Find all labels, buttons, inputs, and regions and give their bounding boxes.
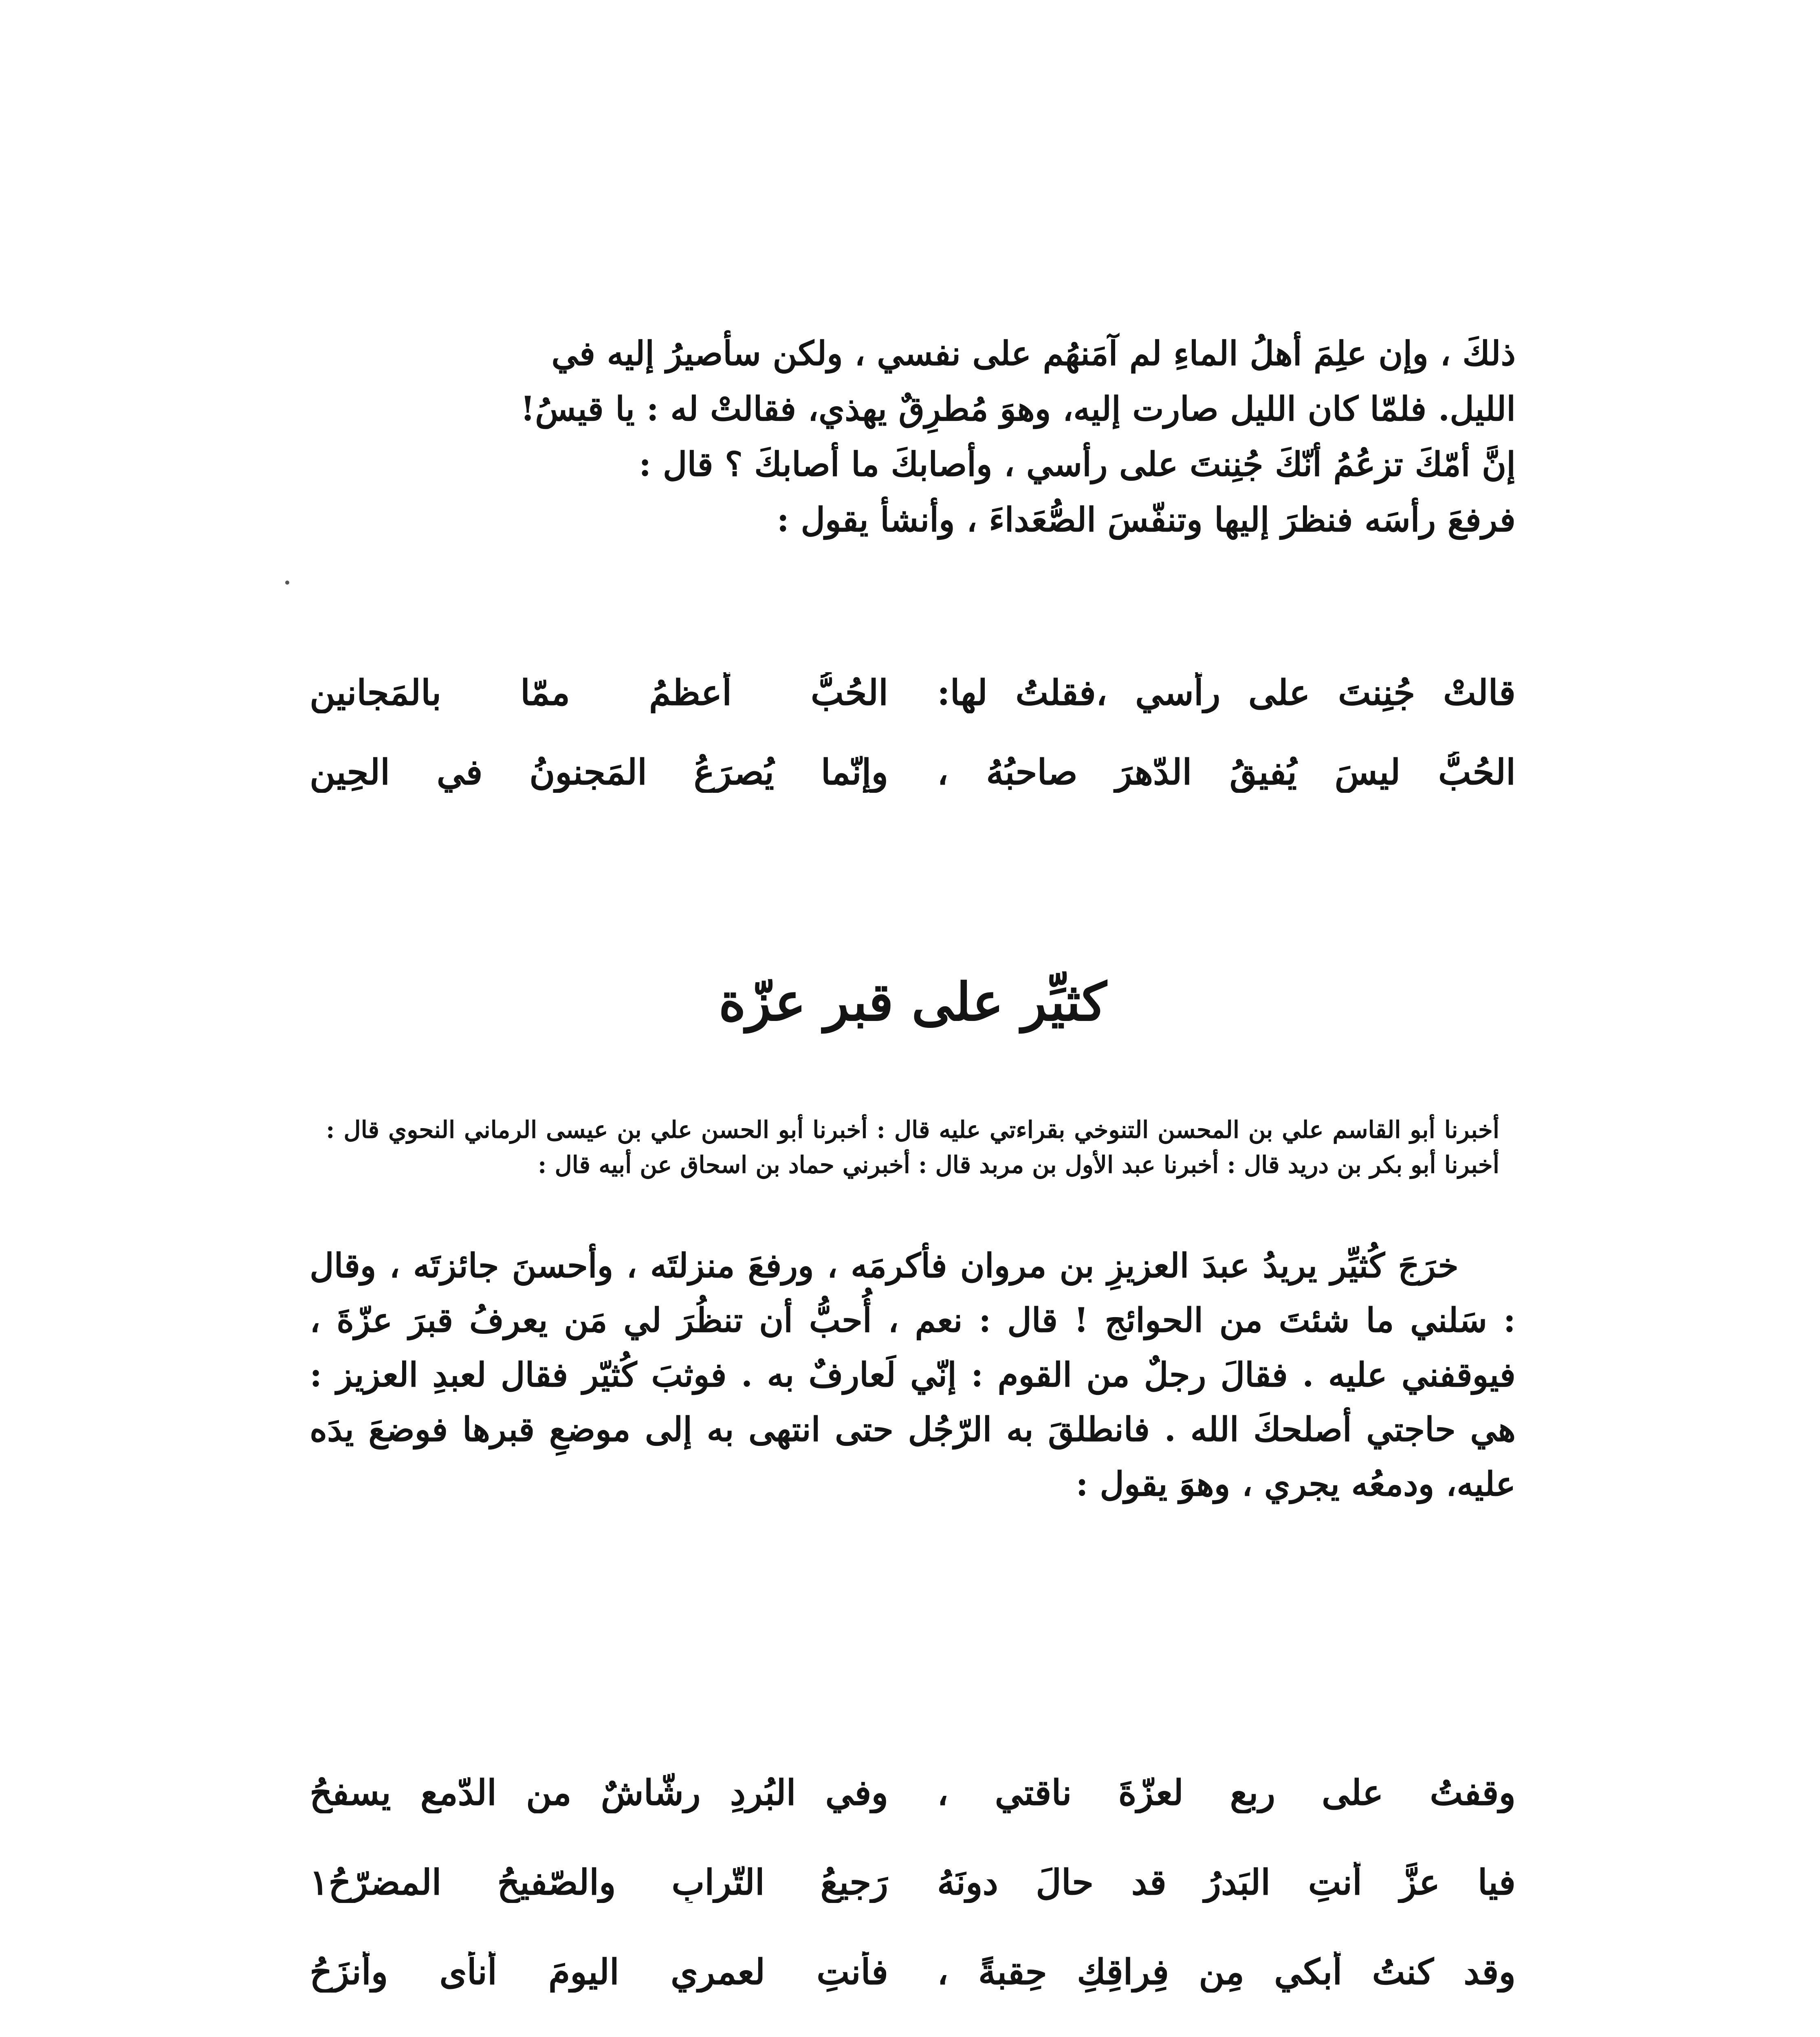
section-title: كثيِّر على قبر عزّة xyxy=(718,972,1107,1033)
verse-first-hemistich: وقد كنتُ أبكي مِن فِراقِكِ حِقبةً ، xyxy=(937,1951,1516,1993)
verse-second-hemistich: فأنتِ لعمري اليومَ أنأى وأنزَحُ xyxy=(310,1951,888,1993)
verse-first-hemistich: وقفتُ على ربعٍ لعزّةَ ناقتي ، xyxy=(937,1772,1516,1813)
verse-second-hemistich: وإنّما يُصرَعُ المَجنونُ في الحِينِ xyxy=(310,751,888,793)
verse-second-hemistich: الحُبُّ أعظمُ ممّا بالمَجانينِ xyxy=(310,672,888,713)
narrative-paragraph: خرَجَ كُثيِّر يريدُ عبدَ العزيزِ بن مروان فأكرمَه ، ورفعَ منزلتَه ، وأحسنَ جائزتَه ، وقال : سَلني ما شئتَ من الحوائج ! قال : نعم ، أُحبُّ أن تنظُرَ لي مَن يعرفُ قبرَ عزّةَ ، فيوقفني عليه . فقالَ رجلٌ من القوم : إنّي لَعارفٌ به . فوثبَ كُثيّر فقال لعبدِ العزيز : هي حاجتي أصلحكَ الله . فانطلقَ به الرّجُل حتى انتهى به إلى موضعِ قبرها فوضعَ يدَه عليه، ودمعُه يجري ، وهوَ يقول : xyxy=(310,1246,1516,1504)
verse-first-hemistich: الحُبُّ ليسَ يُفيقُ الدّهرَ صاحبُهُ ، xyxy=(937,751,1516,793)
opening-prose xyxy=(310,326,1516,548)
print-speck xyxy=(285,581,289,585)
verse-first-hemistich: فيا عزَّ أنتِ البَدرُ قد حالَ دونَهُ xyxy=(937,1861,1516,1903)
prose-line: إنَّ أمّكَ تزعُمُ أنّكَ جُنِنتَ على رأسي ، وأصابكَ ما أصابكَ ؟ قال : xyxy=(639,445,1516,484)
prose-line: ذلكَ ، وإن علِمَ أهلُ الماءِ لم آمَنهُم على نفسي ، ولكن سأصيرُ إليه في xyxy=(551,334,1516,373)
verse-first-hemistich: قالتْ جُنِنتَ على رأسي ،فقلتُ لها: xyxy=(937,672,1516,713)
verse-second-hemistich: رَجيعُ التّرابِ والصّفيحُ المضرّحُ١ xyxy=(310,1861,888,1903)
prose-line: الليل. فلمّا كان الليل صارت إليه، وهوَ مُطرِقٌ يهذي، فقالتْ له : يا قيسُ! xyxy=(520,389,1516,429)
isnad-paragraph: أخبرنا أبو القاسم علي بن المحسن التنوخي بقراءتي عليه قال : أخبرنا أبو الحسن علي بن عيسى الرماني النحوي قال : أخبرنا أبو بكر بن دريد قال : أخبرنا عبد الأول بن مربد قال : أخبرني حماد بن اسحاق عن أبيه قال : xyxy=(326,1116,1499,1179)
verse-second-hemistich: وفي البُردِ رشّاشٌ من الدّمع يسفحُ xyxy=(310,1772,888,1813)
prose-line: فرفعَ رأسَه فنظرَ إليها وتنفّسَ الصُّعَداءَ ، وأنشأ يقول : xyxy=(777,500,1516,539)
